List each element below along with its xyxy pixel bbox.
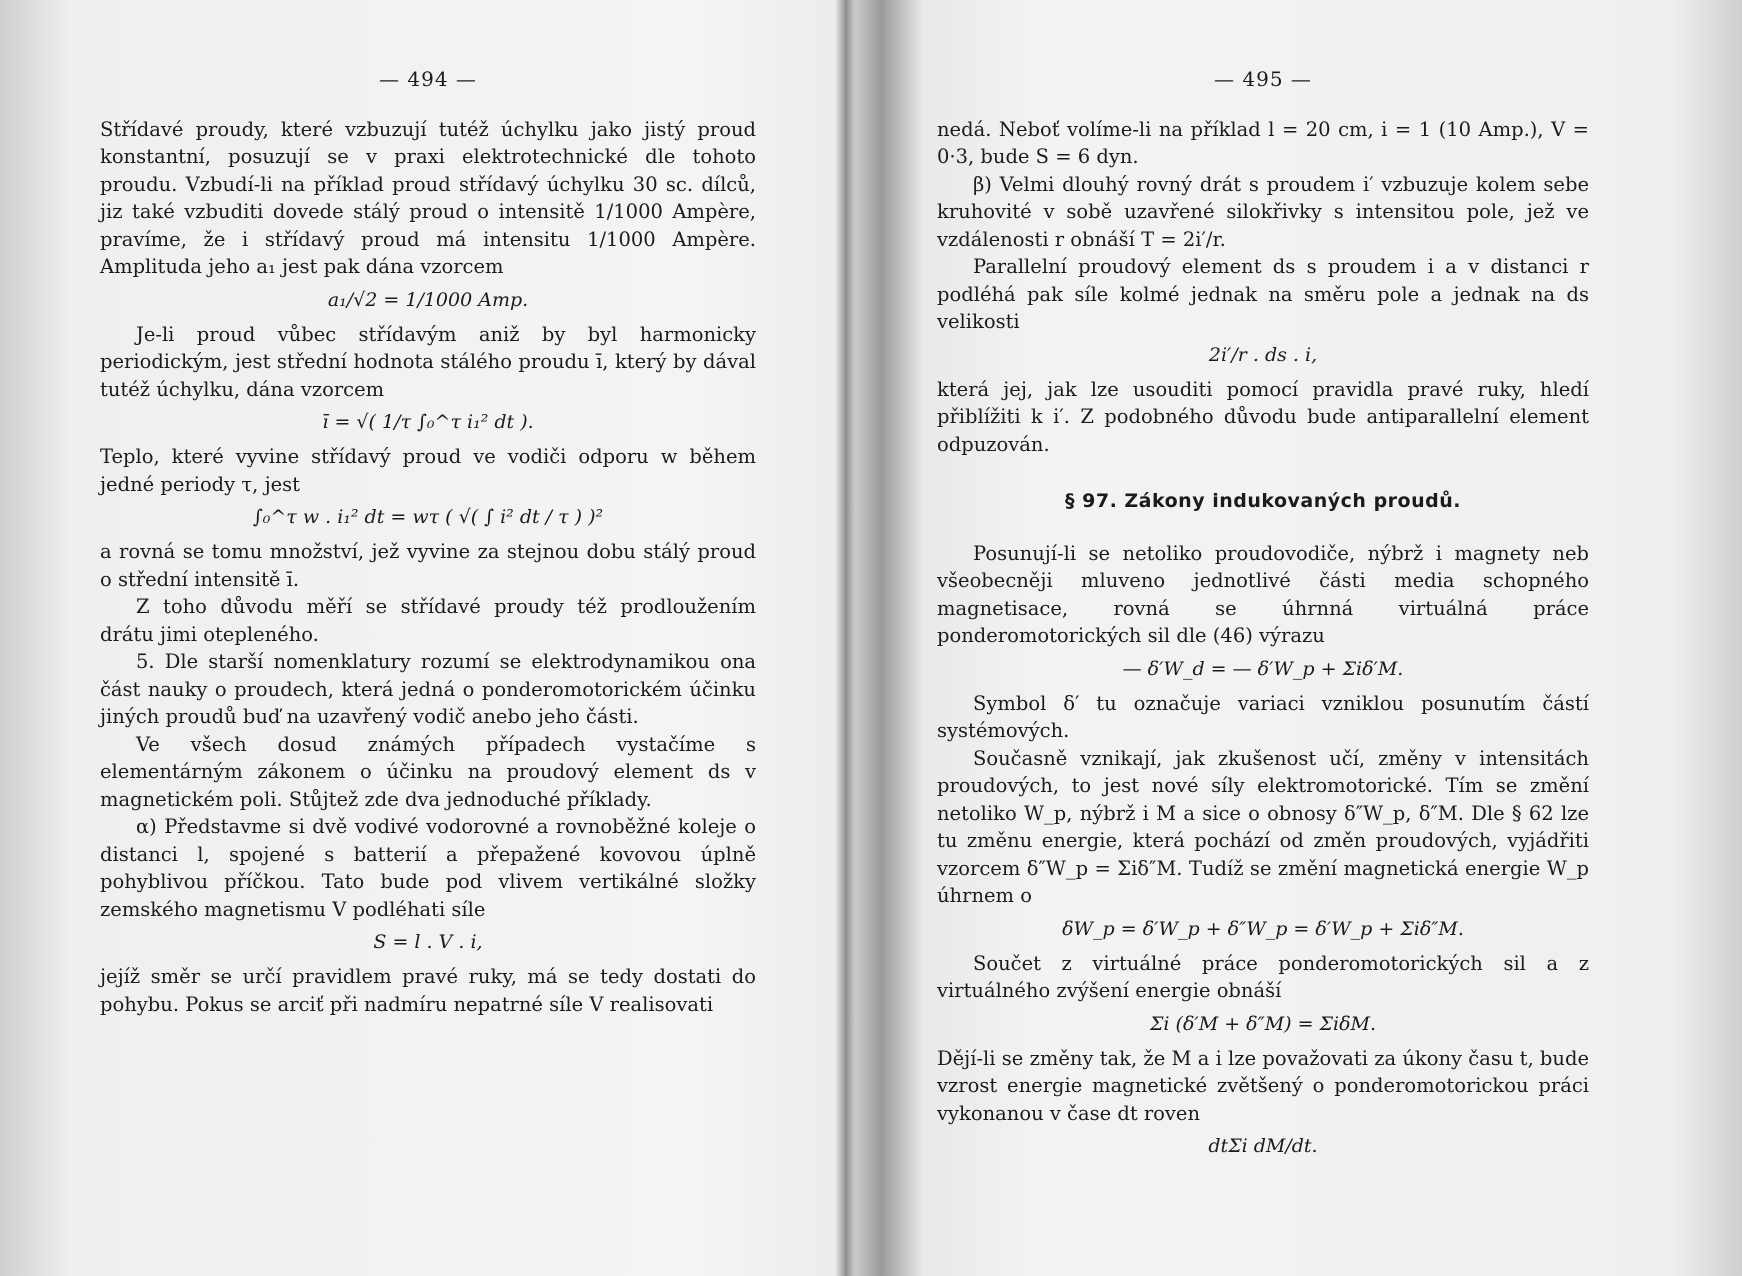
equation: dtΣi dM/dt. bbox=[1208, 1135, 1318, 1157]
paragraph: Parallelní proudový element ds s proudem i a v distanci r podléhá pak síle kolmé jednak na směru pole a jednak na ds velikosti bbox=[937, 255, 1589, 333]
paragraph: Symbol δ′ tu označuje variaci vzniklou posunutím částí systémových. bbox=[937, 691, 1589, 742]
equation: ∫₀^τ w . i₁² dt = wτ ( √( ∫ i² dt / τ ) )² bbox=[252, 506, 604, 528]
left-page bbox=[100, 0, 756, 1276]
paragraph: Z toho důvodu měří se střídavé proudy též prodloužením drátu jimi otepleného. bbox=[100, 595, 756, 646]
equation: 2i′/r . ds . i, bbox=[1208, 343, 1318, 366]
paragraph: Dějí-li se změny tak, že M a i lze považovati za úkony času t, bude vzrost energie magnetické zvětšený o ponderomotorickou práci vykonanou v čase dt roven bbox=[937, 1046, 1589, 1125]
paragraph: β) Velmi dlouhý rovný drát s proudem i′ vzbuzuje kolem sebe kruhovité v sobě uzavřené silokřivky s intensitou pole, jež ve vzdálenosti r obnáší T = 2i′/r. bbox=[937, 172, 1589, 251]
paragraph: která jej, jak lze usouditi pomocí pravidla pravé ruky, hledí přiblížiti k i′. Z podobného důvodu bude antiparallelní element odpuzován. bbox=[937, 377, 1589, 456]
equation: Σi (δ′M + δ″M) = ΣiδM. bbox=[1149, 1012, 1376, 1035]
paragraph: Je-li proud vůbec střídavým aniž by byl harmonicky periodickým, jest střední hodnota stálého proudu ī, který by dával tutéž úchylku, dána vzorcem bbox=[100, 322, 756, 401]
equation: δW_p = δ′W_p + δ″W_p = δ′W_p + Σiδ″M. bbox=[1062, 917, 1464, 940]
paragraph: 5. Dle starší nomenklatury rozumí se elektrodynamikou ona část nauky o proudech, která jedná o ponderomotorickém účinku jiných proudů buď na uzavřený vodič anebo jeho části. bbox=[100, 650, 756, 728]
paragraph: Součet z virtuálné práce ponderomotorických sil a z virtuálného zvýšení energie obnáší bbox=[937, 951, 1589, 1002]
paragraph: Teplo, které vyvine střídavý proud ve vodiči odporu w během jedné periody τ, jest bbox=[100, 445, 756, 496]
paragraph: a rovná se tomu množství, jež vyvine za stejnou dobu stálý proud o střední intensitě ī. bbox=[100, 540, 756, 591]
paragraph: Posunují-li se netoliko proudovodiče, nýbrž i magnety neb všeobecněji mluveno jednotlivé části media schopného magnetisace, rovná se úhrnná virtuálná práce ponderomotorických sil dle (46) výrazu bbox=[937, 541, 1589, 647]
paragraph: nedá. Neboť volíme-li na příklad l = 20 cm, i = 1 (10 Amp.), V = 0·3, bude S = 6 dyn. bbox=[937, 117, 1589, 168]
right-page bbox=[937, 0, 1589, 1276]
page-number-right: — 495 — bbox=[1214, 67, 1312, 91]
equation: S = l . V . i, bbox=[373, 931, 483, 953]
paragraph: Současně vznikají, jak zkušenost učí, změny v intensitách proudových, to jest nové síly elektromotorické. Tím se změní netoliko W_p, nýbrž i M a sice o obnosy δ″W_p, δ″M. Dle § 62 lze tu změnu energie, která pochází od změn proudových, vyjádřiti vzorcem δ″W_p = Σiδ″M. Tudíž se změní magnetická energie W_p úhrnem o bbox=[937, 746, 1589, 907]
paragraph: Střídavé proudy, které vzbuzují tutéž úchylku jako jistý proud konstantní, posuzují se v praxi elektrotechnické dle tohoto proudu. Vzbudí-li na příklad proud střídavý úchylku 30 sc. dílců, jiz také vzbuditi dovede stálý proud o intensitě 1/1000 Ampère, pravíme, že i střídavý proud má intensitu 1/1000 Ampère. Amplituda jeho a₁ jest pak dána vzorcem bbox=[100, 117, 756, 278]
page-number-left: — 494 — bbox=[379, 67, 477, 91]
book-gutter bbox=[835, 0, 855, 1276]
equation: — δ′W_d = — δ′W_p + Σiδ′M. bbox=[1122, 657, 1404, 680]
paragraph: α) Představme si dvě vodivé vodorovné a rovnoběžné koleje o distanci l, spojené s batterií a přepažené kovovou úplně pohyblivou příčkou. Tato bude pod vlivem vertikálné složky zemského magnetismu V podléhati síle bbox=[100, 815, 756, 921]
paragraph: Ve všech dosud známých případech vystačíme s elementárným zákonem o účinku na proudový element ds v magnetickém poli. Stůjtež zde dva jednoduché příklady. bbox=[100, 732, 756, 811]
equation: ī = √( 1/τ ∫₀^τ i₁² dt ). bbox=[322, 411, 534, 433]
section-heading: § 97. Zákony indukovaných proudů. bbox=[1065, 490, 1461, 512]
equation: a₁/√2 = 1/1000 Amp. bbox=[327, 288, 529, 311]
paragraph: jejíž směr se určí pravidlem pravé ruky, má se tedy dostati do pohybu. Pokus se arciť při nadmíru nepatrné síle V realisovati bbox=[100, 965, 756, 1016]
